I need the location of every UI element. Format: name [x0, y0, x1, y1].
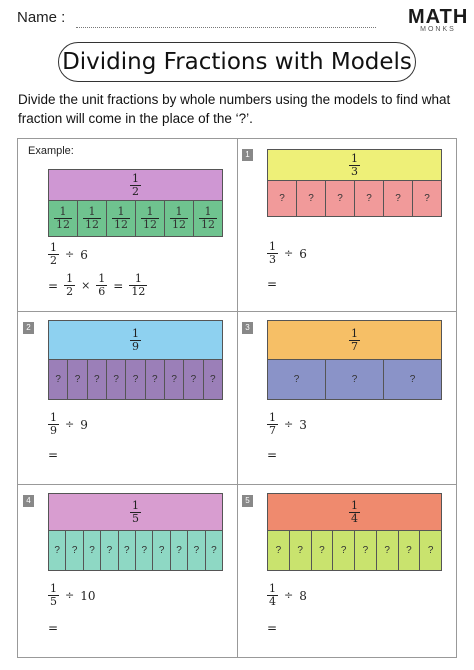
parts-row	[267, 531, 442, 571]
problem-number: 2	[23, 322, 34, 334]
unit-bar: $\frac{1}{3}$	[267, 149, 442, 181]
problem-model	[267, 320, 442, 400]
part-cell: $\frac{1}{12}$	[136, 201, 165, 236]
part-cell: ?	[355, 181, 384, 216]
unit-bar	[48, 169, 223, 201]
answer-blank[interactable]: =	[267, 448, 278, 462]
part-cell: ?	[312, 531, 334, 570]
part-cell: ?	[268, 531, 290, 570]
part-cell: ?	[211, 545, 217, 556]
part-cell: ?	[68, 360, 87, 399]
part-cell: ?	[326, 181, 355, 216]
part-cell: ?	[268, 181, 297, 216]
logo-main-text: MATH	[408, 6, 469, 28]
problem-number: 5	[242, 495, 253, 507]
part-cell: ?	[171, 531, 188, 570]
unit-bar: $\frac{1}{5}$	[48, 493, 223, 531]
name-line[interactable]	[76, 27, 376, 28]
page-title: Dividing Fractions with Models	[58, 42, 416, 82]
answer-blank[interactable]: =	[267, 621, 278, 635]
part-cell: $\frac{1}{12}$	[49, 201, 78, 236]
problem-number: 1	[242, 149, 253, 161]
part-cell: $\frac{1}{12}$	[78, 201, 107, 236]
parts-row	[48, 360, 223, 400]
part-cell: ?	[210, 374, 216, 385]
part-cell: ?	[184, 360, 203, 399]
problem-cell-5	[237, 485, 456, 657]
problem-model	[48, 320, 223, 400]
example-solution: = $\frac{1}{2}$ × $\frac{1}{6}$ = $\frac{1}{12}$	[48, 272, 146, 298]
example-cell	[18, 139, 237, 311]
part-cell: $\frac{1}{12}$	[165, 201, 194, 236]
part-cell: ?	[165, 360, 184, 399]
part-cell: ?	[297, 181, 326, 216]
unit-fraction: $\frac{1}{2}$	[132, 171, 139, 198]
part-cell: ?	[384, 181, 413, 216]
problem-cell-3	[237, 312, 456, 484]
answer-blank[interactable]: =	[48, 621, 59, 635]
part-cell: ?	[377, 531, 399, 570]
problem-expression: $\frac{1}{4}$ ÷ 8	[269, 582, 307, 608]
problem-model	[48, 493, 223, 571]
answer-blank[interactable]: =	[48, 448, 59, 462]
unit-bar: $\frac{1}{9}$	[48, 320, 223, 360]
part-cell: ?	[66, 531, 83, 570]
problem-expression: $\frac{1}{5}$ ÷ 10	[50, 582, 96, 608]
part-cell: ?	[424, 193, 430, 204]
unit-bar: $\frac{1}{4}$	[267, 493, 442, 531]
part-cell: ?	[333, 531, 355, 570]
part-cell: ?	[326, 360, 384, 399]
part-cell: ?	[88, 360, 107, 399]
part-cell: ?	[399, 531, 421, 570]
problem-number: 3	[242, 322, 253, 334]
problem-cell-1	[237, 139, 456, 311]
problem-expression: $\frac{1}{7}$ ÷ 3	[269, 411, 307, 437]
part-cell: ?	[101, 531, 118, 570]
parts-row	[48, 201, 223, 237]
problem-model	[267, 149, 442, 217]
parts-row	[267, 360, 442, 400]
problem-cell-2	[18, 312, 237, 484]
part-cell: ?	[188, 531, 205, 570]
part-cell: $\frac{1}{12}$	[107, 201, 136, 236]
parts-row	[48, 531, 223, 571]
problem-expression: $\frac{1}{9}$ ÷ 9	[50, 411, 88, 437]
example-model	[48, 169, 223, 237]
name-label: Name :	[17, 9, 66, 26]
example-label: Example:	[28, 145, 74, 157]
part-cell: ?	[153, 531, 170, 570]
problem-number: 4	[23, 495, 34, 507]
logo-sub-text: MONKS	[420, 26, 456, 33]
parts-row	[267, 181, 442, 217]
problem-cell-4	[18, 485, 237, 657]
part-cell: ?	[268, 360, 326, 399]
part-cell: ?	[355, 531, 377, 570]
part-cell: ?	[427, 545, 434, 556]
part-cell: ?	[119, 531, 136, 570]
answer-blank[interactable]: =	[267, 277, 278, 291]
worksheet-grid	[17, 138, 457, 658]
part-cell: $\frac{1}{12}$	[201, 205, 215, 231]
example-problem: $\frac{1}{2}$ ÷ 6	[50, 241, 88, 267]
part-cell: ?	[84, 531, 101, 570]
part-cell: ?	[290, 531, 312, 570]
part-cell: ?	[146, 360, 165, 399]
part-cell: ?	[136, 531, 153, 570]
part-cell: ?	[49, 360, 68, 399]
math-monks-logo	[408, 6, 468, 33]
problem-model	[267, 493, 442, 571]
part-cell: ?	[107, 360, 126, 399]
part-cell: ?	[49, 531, 66, 570]
part-cell: ?	[409, 374, 416, 385]
problem-expression: $\frac{1}{3}$ ÷ 6	[269, 240, 307, 266]
part-cell: ?	[126, 360, 145, 399]
instructions: Divide the unit fractions by whole numbers using the models to find what fraction will come in the place of the ‘?’.	[18, 92, 451, 126]
unit-bar: $\frac{1}{7}$	[267, 320, 442, 360]
